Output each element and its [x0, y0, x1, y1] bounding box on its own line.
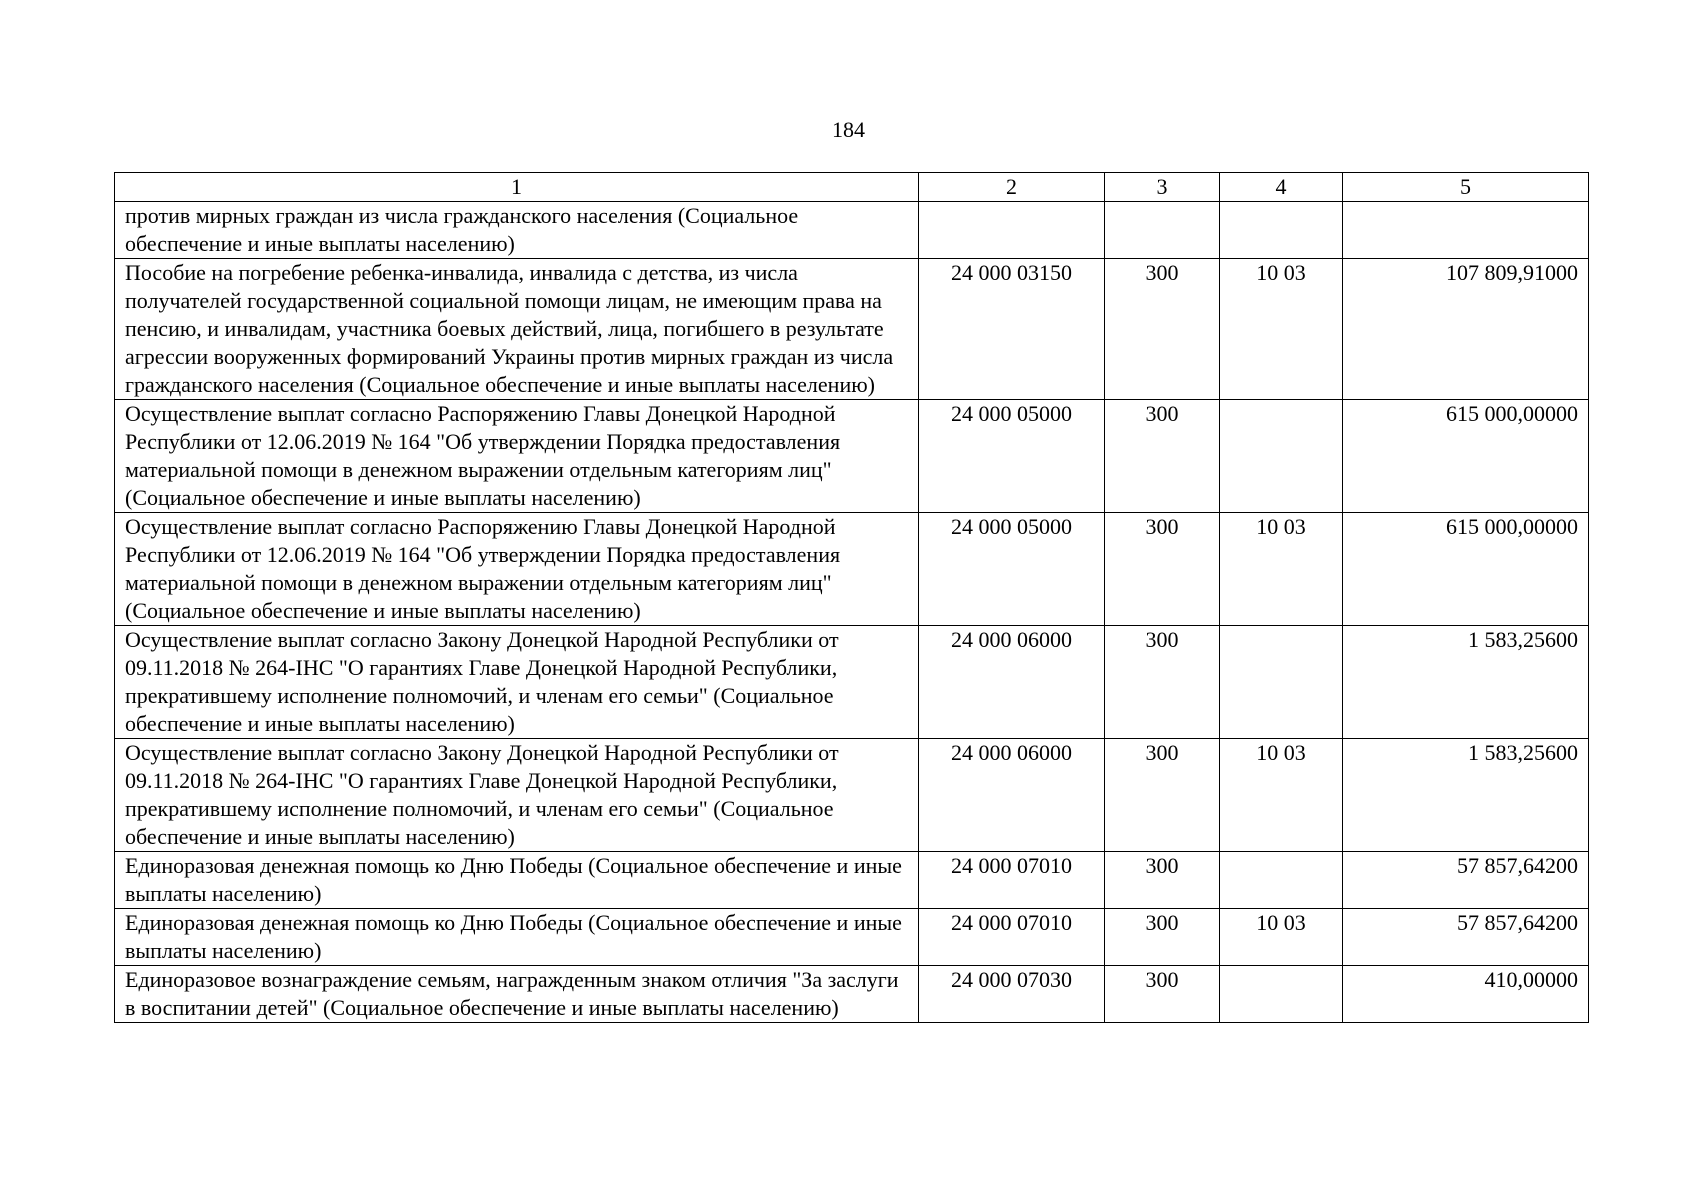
row-amount-cell: 1 583,25600 [1343, 626, 1589, 739]
row-amount-cell: 615 000,00000 [1343, 400, 1589, 513]
row-name-cell: Осуществление выплат согласно Закону Донецкой Народной Республики от 09.11.2018 № 264-IНС "О гарантиях Главе Донецкой Народной Республики, прекратившему исполнение полномочий, и членам его семьи" (Социальное обеспечение и иные выплаты населению) [115, 626, 919, 739]
row-amount-cell: 107 809,91000 [1343, 259, 1589, 400]
table-row [115, 259, 1589, 400]
row-rzpr-cell [1220, 626, 1343, 739]
row-csr-cell: 24 000 07030 [919, 966, 1105, 1023]
row-rzpr-cell [1220, 202, 1343, 259]
row-rzpr-cell: 10 03 [1220, 259, 1343, 400]
row-amount-cell [1343, 202, 1589, 259]
row-vr-cell: 300 [1105, 909, 1220, 966]
table-row [115, 626, 1589, 739]
row-rzpr-cell [1220, 400, 1343, 513]
row-name-cell: Единоразовая денежная помощь ко Дню Победы (Социальное обеспечение и иные выплаты населению) [115, 852, 919, 909]
table-header-row [115, 173, 1589, 202]
table-row [115, 852, 1589, 909]
row-amount-cell: 1 583,25600 [1343, 739, 1589, 852]
row-amount-cell: 615 000,00000 [1343, 513, 1589, 626]
table-row [115, 966, 1589, 1023]
row-csr-cell: 24 000 03150 [919, 259, 1105, 400]
row-csr-cell: 24 000 06000 [919, 626, 1105, 739]
budget-table [114, 172, 1589, 1023]
row-name-cell: Единоразовая денежная помощь ко Дню Победы (Социальное обеспечение и иные выплаты населению) [115, 909, 919, 966]
page-number: 184 [832, 117, 865, 142]
row-amount-cell: 410,00000 [1343, 966, 1589, 1023]
row-vr-cell: 300 [1105, 259, 1220, 400]
column-header-1: 1 [115, 173, 919, 202]
table-row [115, 909, 1589, 966]
row-name-cell: Единоразовое вознаграждение семьям, награжденным знаком отличия "За заслуги в воспитании детей" (Социальное обеспечение и иные выплаты населению) [115, 966, 919, 1023]
row-vr-cell: 300 [1105, 400, 1220, 513]
row-csr-cell: 24 000 05000 [919, 513, 1105, 626]
row-vr-cell [1105, 202, 1220, 259]
row-amount-cell: 57 857,64200 [1343, 852, 1589, 909]
column-header-3: 3 [1105, 173, 1220, 202]
row-rzpr-cell [1220, 852, 1343, 909]
row-csr-cell: 24 000 05000 [919, 400, 1105, 513]
row-rzpr-cell: 10 03 [1220, 513, 1343, 626]
row-csr-cell: 24 000 06000 [919, 739, 1105, 852]
row-name-cell: против мирных граждан из числа гражданского населения (Социальное обеспечение и иные выплаты населению) [115, 202, 919, 259]
row-csr-cell: 24 000 07010 [919, 909, 1105, 966]
row-rzpr-cell: 10 03 [1220, 739, 1343, 852]
row-name-cell: Пособие на погребение ребенка-инвалида, инвалида с детства, из числа получателей государственной социальной помощи лицам, не имеющим права на пенсию, и инвалидам, участника боевых действий, лица, погибшего в результате агрессии вооруженных формирований Украины против мирных граждан из числа гражданского населения (Социальное обеспечение и иные выплаты населению) [115, 259, 919, 400]
table-row [115, 202, 1589, 259]
table-row [115, 400, 1589, 513]
column-header-4: 4 [1220, 173, 1343, 202]
row-rzpr-cell [1220, 966, 1343, 1023]
row-vr-cell: 300 [1105, 852, 1220, 909]
table-row [115, 513, 1589, 626]
row-vr-cell: 300 [1105, 966, 1220, 1023]
row-vr-cell: 300 [1105, 739, 1220, 852]
row-name-cell: Осуществление выплат согласно Закону Донецкой Народной Республики от 09.11.2018 № 264-IНС "О гарантиях Главе Донецкой Народной Республики, прекратившему исполнение полномочий, и членам его семьи" (Социальное обеспечение и иные выплаты населению) [115, 739, 919, 852]
column-header-5: 5 [1343, 173, 1589, 202]
column-header-2: 2 [919, 173, 1105, 202]
row-csr-cell: 24 000 07010 [919, 852, 1105, 909]
row-rzpr-cell: 10 03 [1220, 909, 1343, 966]
row-vr-cell: 300 [1105, 626, 1220, 739]
row-name-cell: Осуществление выплат согласно Распоряжению Главы Донецкой Народной Республики от 12.06.2019 № 164 "Об утверждении Порядка предоставления материальной помощи в денежном выражении отдельным категориям лиц" (Социальное обеспечение и иные выплаты населению) [115, 513, 919, 626]
row-csr-cell [919, 202, 1105, 259]
table-row [115, 739, 1589, 852]
row-amount-cell: 57 857,64200 [1343, 909, 1589, 966]
table-body [115, 202, 1589, 1023]
row-vr-cell: 300 [1105, 513, 1220, 626]
row-name-cell: Осуществление выплат согласно Распоряжению Главы Донецкой Народной Республики от 12.06.2019 № 164 "Об утверждении Порядка предоставления материальной помощи в денежном выражении отдельным категориям лиц" (Социальное обеспечение и иные выплаты населению) [115, 400, 919, 513]
